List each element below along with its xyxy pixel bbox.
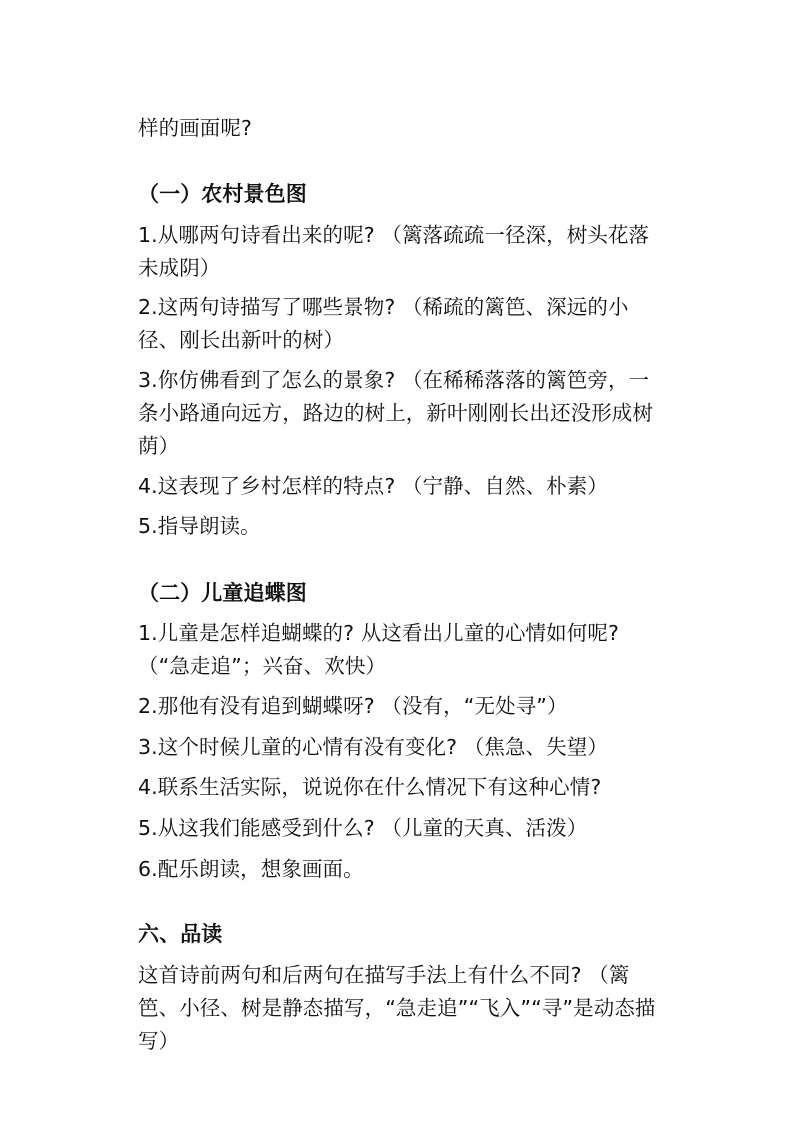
section-heading-child-butterfly: （二）儿童追蝶图 xyxy=(138,581,307,605)
question-item: 5.从这我们能感受到什么? （儿童的天真、活泼） xyxy=(138,816,588,840)
question-item: 1.儿童是怎样追蝴蝶的? 从这看出儿童的心情如何呢? （“急走追”；兴奋、欢快） xyxy=(138,621,619,678)
question-item: 6.配乐朗读，想象画面。 xyxy=(138,857,364,881)
question-item: 3.这个时候儿童的心情有没有变化? （焦急、失望） xyxy=(138,735,608,759)
intro-line: 样的画面呢? xyxy=(138,116,252,140)
section-heading-pindu: 六、品读 xyxy=(138,922,223,946)
section-heading-rural-scenery: （一）农村景色图 xyxy=(138,182,307,206)
section-body-pindu: 这首诗前两句和后两句在描写手法上有什么不同? （篱 笆、小径、树是静态描写，“急走追”“飞入”“寻”是动态描 写） xyxy=(138,963,656,1053)
question-item: 5.指导朗读。 xyxy=(138,514,261,538)
question-item: 1.从哪两句诗看出来的呢? （篱落疏疏一径深，树头花落 未成阴） xyxy=(138,223,650,280)
question-item: 2.那他有没有追到蝴蝶呀? （没有，“无处寻”） xyxy=(138,694,568,718)
question-item: 3.你仿佛看到了怎么的景象? （在稀稀落落的篱笆旁，一 条小路通向远方，路边的树上，新叶刚刚长出还没形成树 荫） xyxy=(138,368,653,458)
question-item: 4.这表现了乡村怎样的特点? （宁静、自然、朴素） xyxy=(138,474,608,498)
question-item: 4.联系生活实际，说说你在什么情况下有这种心情? xyxy=(138,775,602,799)
question-item: 2.这两句诗描写了哪些景物? （稀疏的篱笆、深远的小 径、刚长出新叶的树） xyxy=(138,295,629,352)
